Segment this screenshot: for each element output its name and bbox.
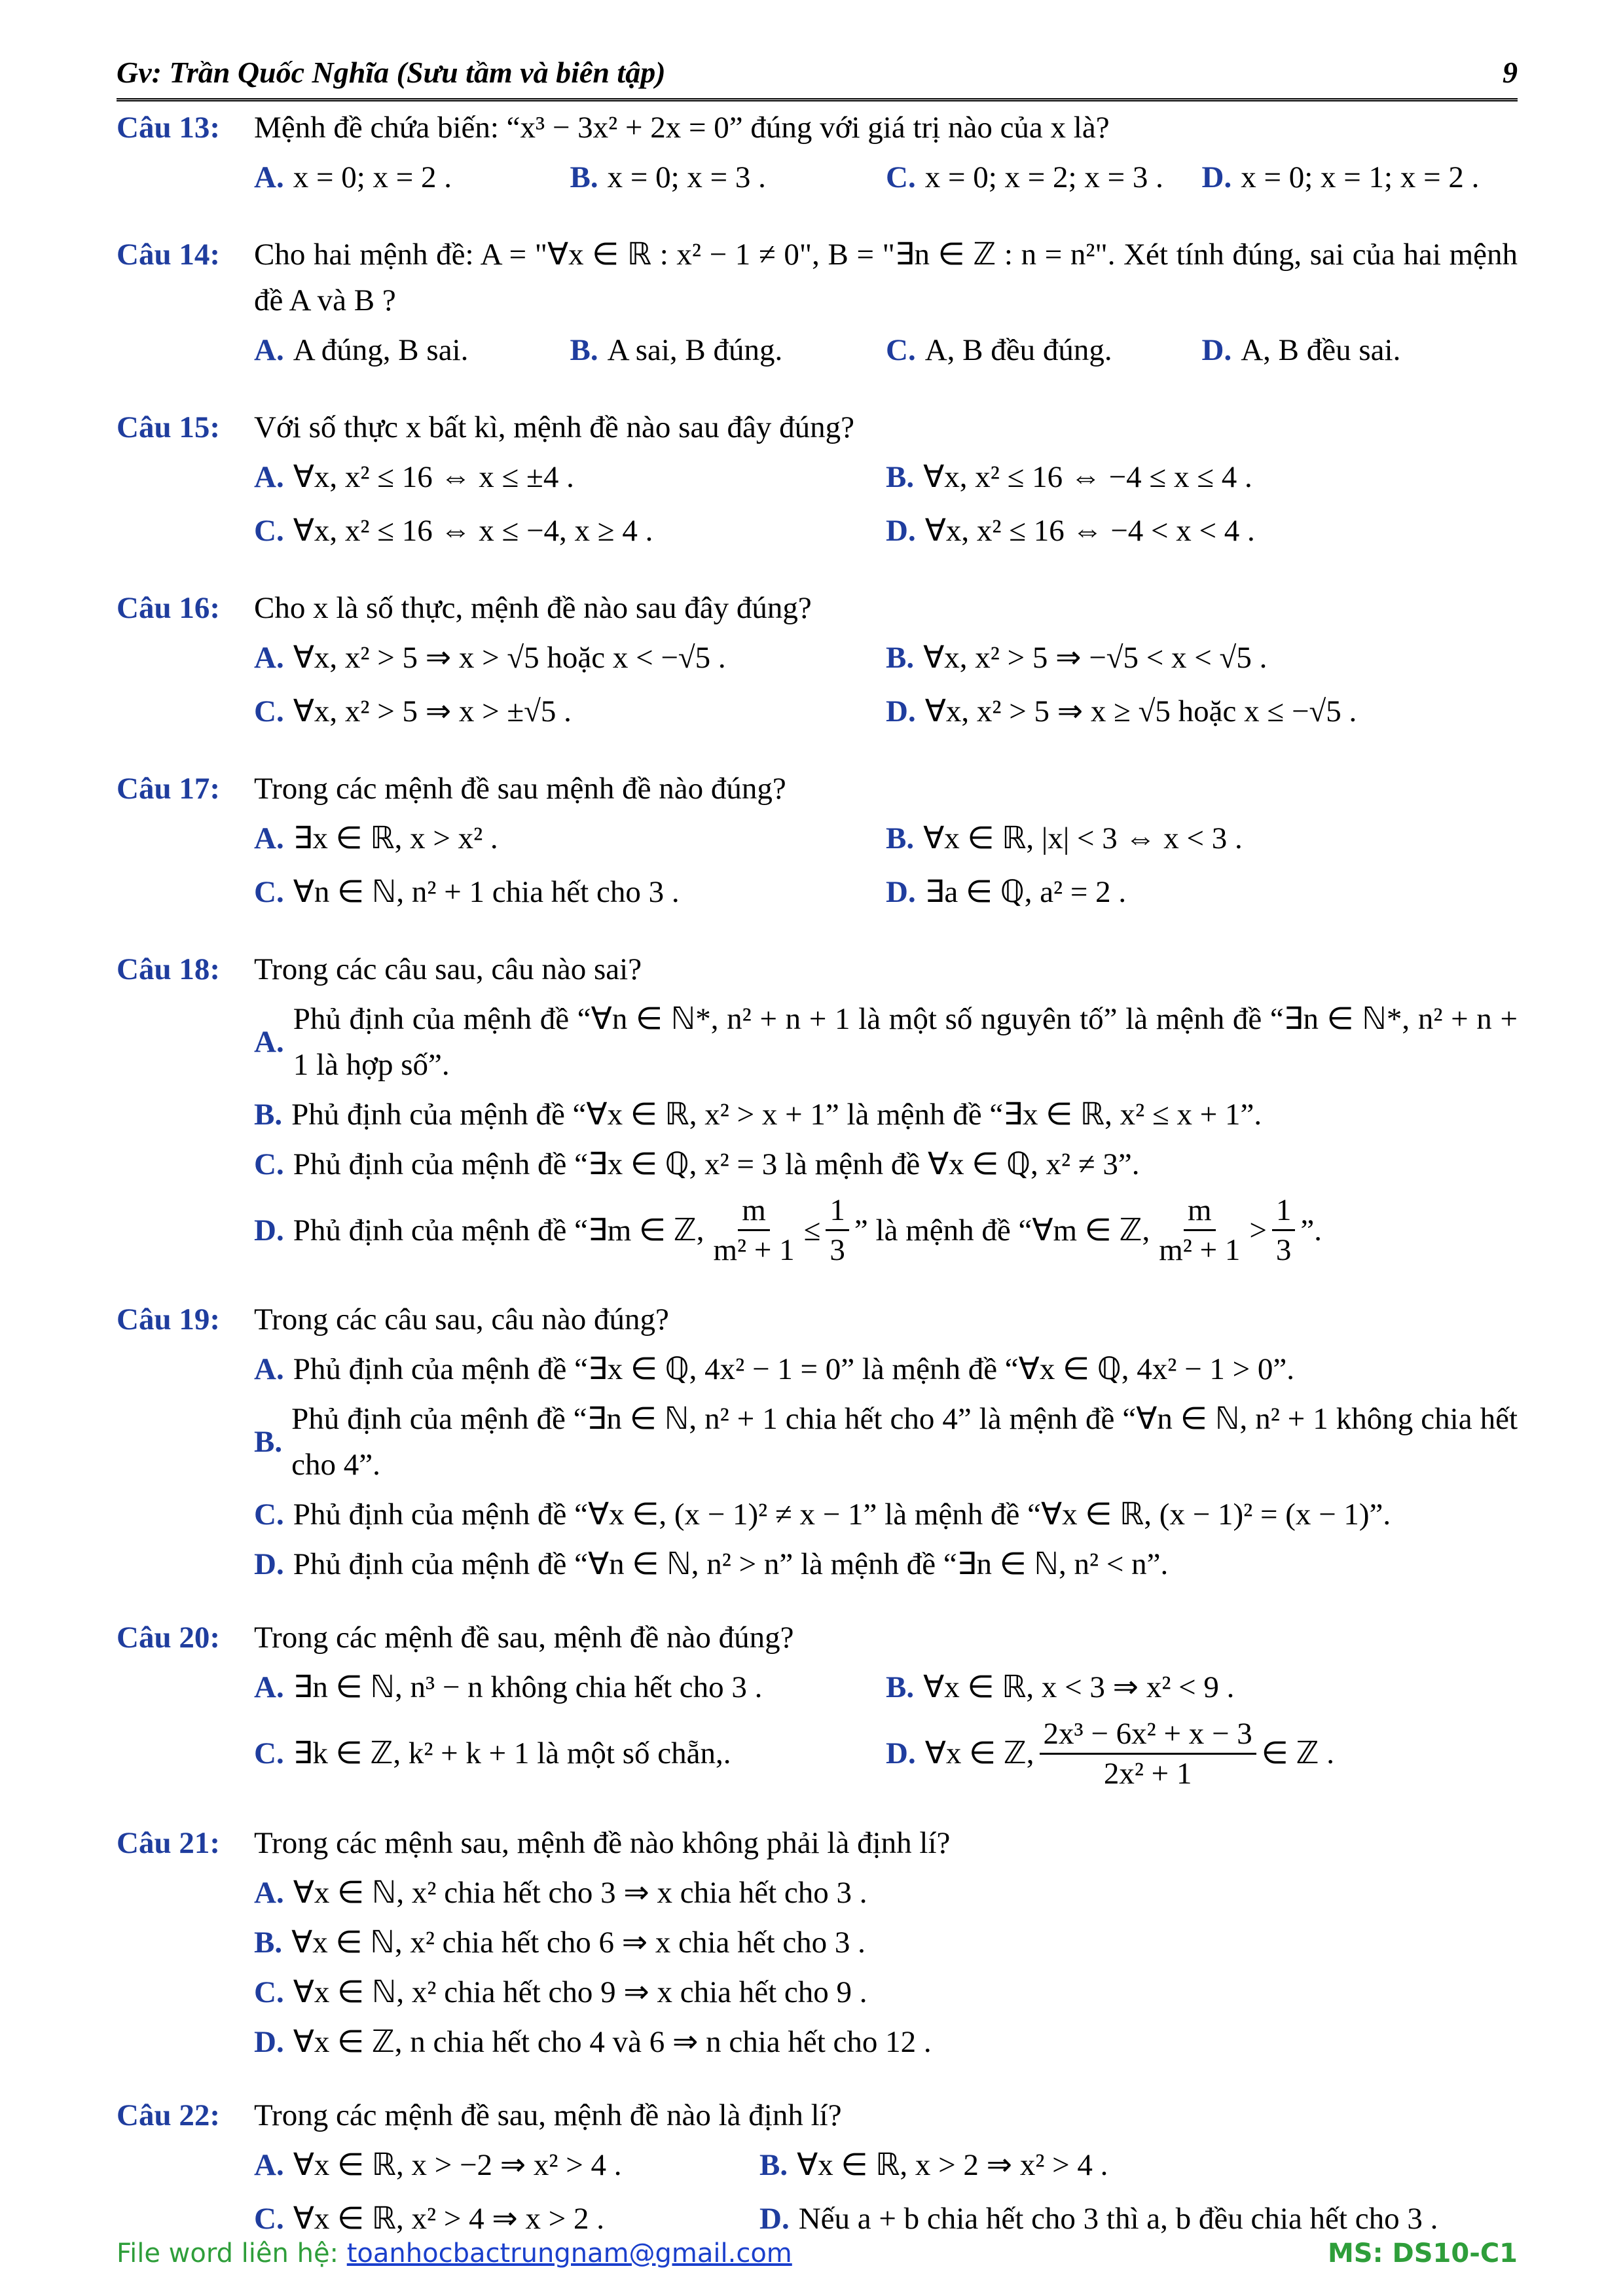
question-label: Câu 18: xyxy=(117,952,220,986)
question-label: Câu 16: xyxy=(117,591,220,625)
option-c: C. ∀x ∈ ℕ, x² chia hết cho 9 ⇒ x chia hết cho 9 . xyxy=(254,1975,867,2009)
option-d: D. ∀x ∈ ℤ, n chia hết cho 4 và 6 ⇒ n chia hết cho 12 . xyxy=(254,2025,932,2059)
option-b: B. ∀x, x² > 5 ⇒ −√5 < x < √5 . xyxy=(886,641,1267,675)
option-a: A. ∀x ∈ ℕ, x² chia hết cho 3 ⇒ x chia hết cho 3 . xyxy=(254,1876,867,1910)
question-text: Trong các câu sau, câu nào đúng? xyxy=(254,1302,669,1336)
option-b: B. Phủ định của mệnh đề “∀x ∈ ℝ, x² > x + 1” là mệnh đề “∃x ∈ ℝ, x² ≤ x + 1”. xyxy=(254,1098,1262,1132)
option-a: A. x = 0; x = 2 . xyxy=(254,160,452,194)
option-d: D. Nếu a + b chia hết cho 3 thì a, b đều chia hết cho 3 . xyxy=(759,2202,1438,2236)
question-20 xyxy=(117,1615,1518,1793)
option-a: A. ∃x ∈ ℝ, x > x² . xyxy=(254,821,498,855)
footer-label: File word liên hệ: xyxy=(117,2238,339,2269)
footer-contact xyxy=(117,2238,792,2269)
option-a: A. ∀x, x² > 5 ⇒ x > √5 hoặc x < −√5 . xyxy=(254,641,726,675)
page-header xyxy=(117,46,1518,101)
question-text: Mệnh đề chứa biến: “x³ − 3x² + 2x = 0” đúng với giá trị nào của x là? xyxy=(254,111,1110,145)
option-a: A. ∀x, x² ≤ 16 ⇔ x ≤ ±4 . xyxy=(254,460,574,494)
question-text: Trong các mệnh sau, mệnh đề nào không phải là định lí? xyxy=(254,1826,951,1860)
question-label: Câu 22: xyxy=(117,2098,220,2132)
question-text: Cho x là số thực, mệnh đề nào sau đây đúng? xyxy=(254,591,812,625)
option-b: B. ∀x, x² ≤ 16 ⇔ −4 ≤ x ≤ 4 . xyxy=(886,460,1252,494)
option-d: D. Phủ định của mệnh đề “∀n ∈ ℕ, n² > n” là mệnh đề “∃n ∈ ℕ, n² < n”. xyxy=(254,1547,1169,1581)
option-c: C. A, B đều đúng. xyxy=(886,333,1112,367)
email-link[interactable]: toanhocbactrungnam@gmail.com xyxy=(346,2238,792,2269)
question-label: Câu 15: xyxy=(117,410,220,444)
option-b: B. ∀x ∈ ℝ, |x| < 3 ⇔ x < 3 . xyxy=(886,821,1243,855)
option-a: A. Phủ định của mệnh đề “∀n ∈ ℕ*, n² + n + 1 là một số nguyên tố” là mệnh đề “∃n ∈ ℕ*, n² + n + 1 là hợp số”. xyxy=(254,1002,1518,1082)
question-text: Trong các mệnh đề sau, mệnh đề nào là định lí? xyxy=(254,2098,842,2132)
option-a: A. A đúng, B sai. xyxy=(254,333,469,367)
option-b: B. ∀x ∈ ℝ, x > 2 ⇒ x² > 4 . xyxy=(759,2148,1108,2182)
option-c: C. x = 0; x = 2; x = 3 . xyxy=(886,160,1163,194)
option-d: D. A, B đều sai. xyxy=(1201,333,1401,367)
question-19 xyxy=(117,1297,1518,1587)
document-code: MS: DS10-C1 xyxy=(1328,2238,1518,2269)
option-d: D. ∀x, x² > 5 ⇒ x ≥ √5 hoặc x ≤ −√5 . xyxy=(886,694,1357,728)
option-b: B. ∀x ∈ ℝ, x < 3 ⇒ x² < 9 . xyxy=(886,1670,1235,1704)
question-label: Câu 13: xyxy=(117,111,220,145)
question-list xyxy=(117,105,1518,2273)
option-d: D. ∃a ∈ ℚ, a² = 2 . xyxy=(886,875,1127,909)
question-15 xyxy=(117,404,1518,558)
question-text: Trong các câu sau, câu nào sai? xyxy=(254,952,642,986)
option-c: C. ∀x, x² > 5 ⇒ x > ±√5 . xyxy=(254,694,572,728)
question-17 xyxy=(117,766,1518,919)
question-14 xyxy=(117,232,1518,377)
question-label: Câu 19: xyxy=(117,1302,220,1336)
fraction: $\frac{\text{2x³ − 6x² + x − 3}}{\text{2x² + 1}}$ xyxy=(1040,1715,1256,1793)
option-a: A. ∀x ∈ ℝ, x > −2 ⇒ x² > 4 . xyxy=(254,2148,622,2182)
option-a: A. Phủ định của mệnh đề “∃x ∈ ℚ, 4x² − 1 = 0” là mệnh đề “∀x ∈ ℚ, 4x² − 1 > 0”. xyxy=(254,1352,1294,1386)
question-label: Câu 20: xyxy=(117,1621,220,1655)
question-label: Câu 14: xyxy=(117,238,220,272)
option-c: C. ∀x ∈ ℝ, x² > 4 ⇒ x > 2 . xyxy=(254,2202,605,2236)
option-b: B. Phủ định của mệnh đề “∃n ∈ ℕ, n² + 1 chia hết cho 4” là mệnh đề “∀n ∈ ℕ, n² + 1 không chia hết cho 4”. xyxy=(254,1402,1518,1482)
option-b: B. A sai, B đúng. xyxy=(570,333,783,367)
question-label: Câu 17: xyxy=(117,772,220,806)
page-number: 9 xyxy=(1503,56,1518,89)
question-text: Trong các mệnh đề sau mệnh đề nào đúng? xyxy=(254,772,786,806)
question-13 xyxy=(117,105,1518,204)
question-18 xyxy=(117,946,1518,1269)
option-d: D. ∀x ∈ ℤ, $\frac{\text{2x³ − 6x² + x − 3}}{\text{2x² + 1}}$ ∈ ℤ . xyxy=(886,1715,1518,1793)
question-22 xyxy=(117,2092,1518,2246)
option-c: C. ∀n ∈ ℕ, n² + 1 chia hết cho 3 . xyxy=(254,875,680,909)
fraction: $\frac{m}{\text{m² + 1}}$ xyxy=(1155,1191,1244,1269)
option-c: C. Phủ định của mệnh đề “∃x ∈ ℚ, x² = 3 là mệnh đề ∀x ∈ ℚ, x² ≠ 3”. xyxy=(254,1147,1140,1181)
question-text: Cho hai mệnh đề: A = "∀x ∈ ℝ : x² − 1 ≠ 0", B = "∃n ∈ ℤ : n = n²". Xét tính đúng, sai của hai mệnh đề A và B ? xyxy=(254,238,1518,317)
option-d: D. Phủ định của mệnh đề “∃m ∈ ℤ, $\frac{m}{\text{m² + 1}}$ ≤ $\frac{1}{3}$ ” là mệnh đề “∀m ∈ ℤ, $\frac{m}{\text{m² + 1}}$ > $\frac{1}{3}$ ”. xyxy=(254,1191,1518,1269)
fraction: $\frac{1}{3}$ xyxy=(1272,1191,1296,1269)
fraction: $\frac{m}{\text{m² + 1}}$ xyxy=(709,1191,798,1269)
question-21 xyxy=(117,1820,1518,2065)
fraction: $\frac{1}{3}$ xyxy=(826,1191,849,1269)
option-d: D. ∀x, x² ≤ 16 ⇔ −4 < x < 4 . xyxy=(886,514,1255,548)
question-16 xyxy=(117,585,1518,738)
option-c: C. ∀x, x² ≤ 16 ⇔ x ≤ −4, x ≥ 4 . xyxy=(254,514,653,548)
option-c: C. ∃k ∈ ℤ, k² + k + 1 là một số chẵn,. xyxy=(254,1736,731,1770)
option-b: B. x = 0; x = 3 . xyxy=(570,160,766,194)
option-d: D. x = 0; x = 1; x = 2 . xyxy=(1201,160,1480,194)
option-a: A. ∃n ∈ ℕ, n³ − n không chia hết cho 3 . xyxy=(254,1670,763,1704)
header-author: Gv: Trần Quốc Nghĩa (Sưu tầm và biên tập) xyxy=(117,56,666,89)
question-text: Với số thực x bất kì, mệnh đề nào sau đây đúng? xyxy=(254,410,855,444)
question-text: Trong các mệnh đề sau, mệnh đề nào đúng? xyxy=(254,1621,794,1655)
option-c: C. Phủ định của mệnh đề “∀x ∈, (x − 1)² ≠ x − 1” là mệnh đề “∀x ∈ ℝ, (x − 1)² = (x − 1)”. xyxy=(254,1498,1391,1532)
question-label: Câu 21: xyxy=(117,1826,220,1860)
option-b: B. ∀x ∈ ℕ, x² chia hết cho 6 ⇒ x chia hết cho 3 . xyxy=(254,1926,866,1960)
